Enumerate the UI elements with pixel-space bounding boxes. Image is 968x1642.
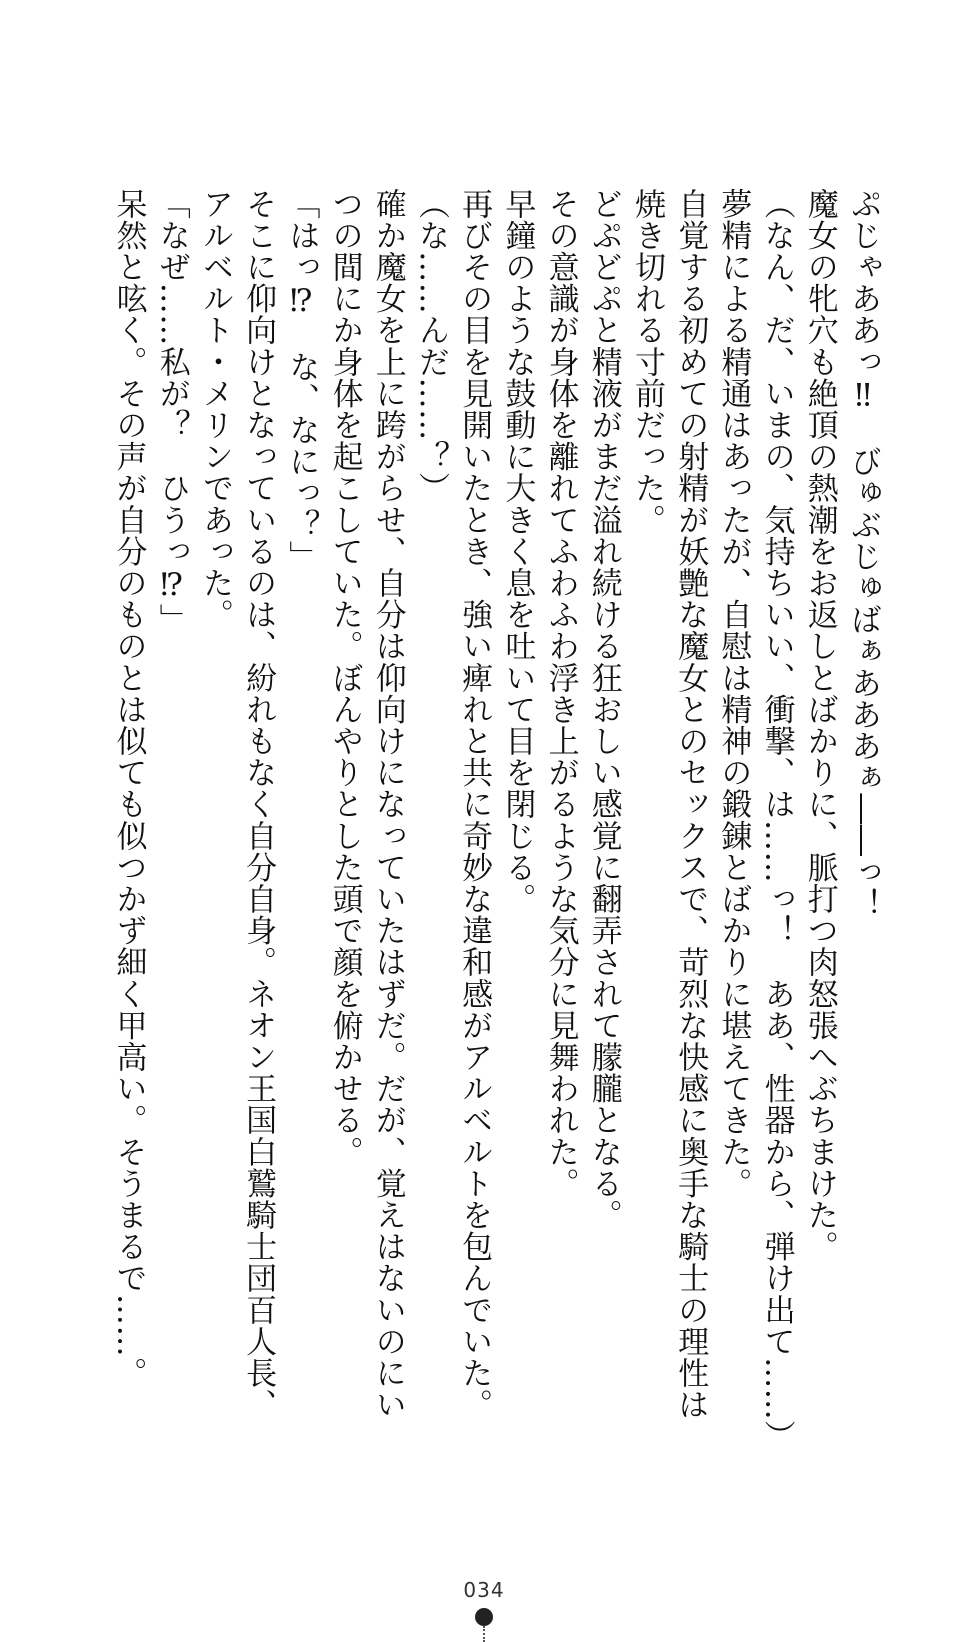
text-line: （なん、だ、いまの、気持ちいい、衝撃、は……っ！ ああ、性器から、弾け出て……） [758, 188, 795, 1452]
text-line: 焼き切れる寸前だった。 [628, 188, 665, 536]
text-line: そこに仰向けとなっているのは、紛れもなく自分自身。ネオン王国白鷲騎士団百人長、 [240, 188, 277, 1421]
text-line: 夢精による精通はあったが、自慰は精神の鍛錬とばかりに堪えてきた。 [715, 188, 752, 1200]
text-line: 自覚する初めての射精が妖艶な魔女とのセックスで、苛烈な快感に奥手な騎士の理性は [672, 188, 709, 1421]
text-line: 確か魔女を上に跨がらせ、自分は仰向けになっていたはずだ。だが、覚えはないのにい [369, 188, 406, 1421]
page-marker-stem [483, 1626, 486, 1642]
vertical-text-body [106, 188, 884, 1452]
text-line: どぷどぷと精液がまだ溢れ続ける狂おしい感覚に翻弄されて朦朧となる。 [585, 188, 622, 1231]
text-line: 再びその目を見開いたとき、強い痺れと共に奇妙な違和感がアルベルトを包んでいた。 [456, 188, 493, 1421]
text-line: 「はっ⁉ な、なにっ？」 [283, 188, 320, 573]
page-number: 034 [463, 1578, 505, 1602]
text-line: その意識が身体を離れてふわふわ浮き上がるような気分に見舞われた。 [542, 188, 579, 1200]
text-line: アルベルト・メリンであった。 [196, 188, 233, 631]
text-line: 呆然と呟く。その声が自分のものとは似ても似つかず細く甲高い。そうまるで……。 [110, 188, 147, 1389]
text-line: 「なぜ……私が？ ひうっ⁉」 [153, 188, 190, 636]
page-marker-dot-icon [475, 1608, 493, 1626]
text-line: つの間にか身体を起こしていた。ぼんやりとした頭で顔を俯かせる。 [326, 188, 363, 1168]
text-line: 魔女の牝穴も絶頂の熱潮をお返しとばかりに、脈打つ肉怒張へぶちまけた。 [801, 188, 838, 1263]
text-line: 早鐘のような鼓動に大きく息を吐いて目を閉じる。 [499, 188, 536, 915]
text-line: （な……んだ……？） [412, 188, 449, 504]
text-line: ぷじゃああっ‼ びゅぶじゅばぁあああぁ――っ！ [845, 188, 881, 920]
